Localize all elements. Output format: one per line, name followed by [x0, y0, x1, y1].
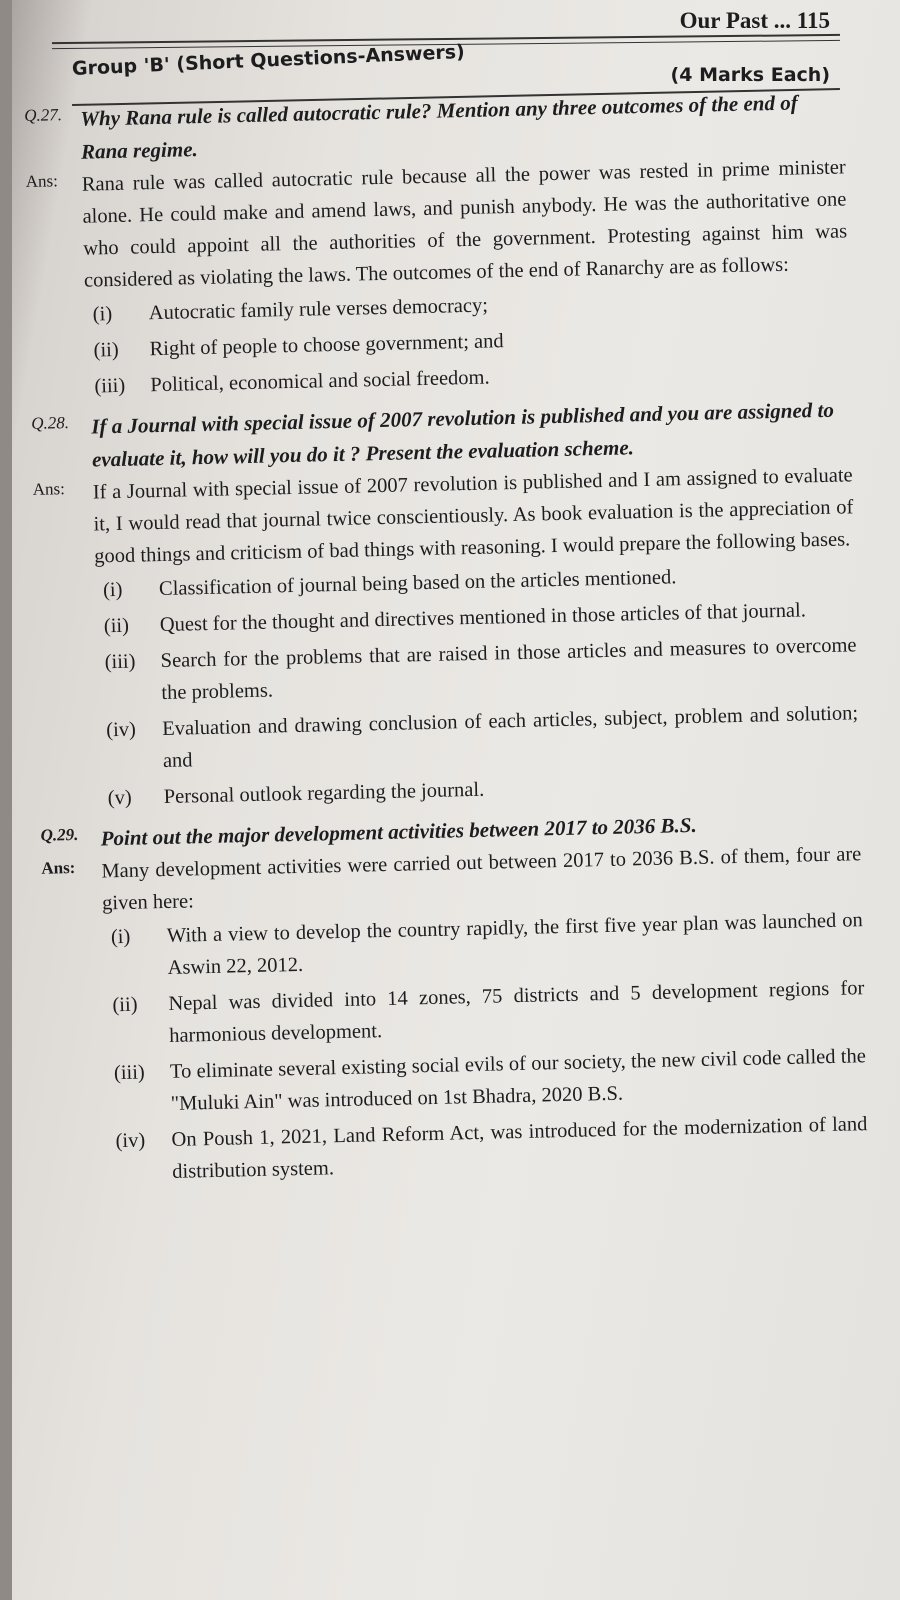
- answer-text: If a Journal with special issue of 2007 revolution is published and I am assigned to evaluate it, I would read that journal twice conscientiously. As book evaluation is the appreciation of good things and criticism of bad things with reasoning. I would prepare the following bases.: [92, 464, 854, 568]
- textbook-page: [12, 0, 900, 1600]
- marks-label: (4 Marks Each): [670, 64, 830, 86]
- point-number: (iii): [113, 1061, 146, 1085]
- point-number: (i): [92, 303, 113, 326]
- point-text: Quest for the thought and directives mentioned in those articles of that journal.: [159, 599, 807, 637]
- question-block: [24, 85, 851, 404]
- question-text: If a Journal with special issue of 2007 revolution is published and you are assigned to evaluate it, how will you do it ? Present the evaluation scheme.: [91, 397, 835, 472]
- point-text: Right of people to choose government; and: [149, 330, 504, 361]
- answer-point: [98, 697, 859, 778]
- answer-text: Rana rule was called autocratic rule because all the power was rested in prime minister alone. He could make and amend laws, and punish anybody. He was the authoritative one who could appoint all the authorities of the government. Protesting against him was considered as violating the laws. The outcomes of the end of Ranarchy are as follows:: [81, 156, 848, 292]
- answer-text: Many development activities were carried out between 2017 to 2036 B.S. of them, four are given here:: [101, 843, 862, 915]
- question-block: [40, 805, 868, 1191]
- page-header: Our Past ... 115: [679, 8, 830, 33]
- answer-points: [103, 904, 869, 1189]
- point-text: Classification of journal being based on the articles mentioned.: [158, 566, 677, 601]
- answer-points: [95, 557, 860, 814]
- question-block: [31, 393, 860, 815]
- question-number: Q.29.: [40, 824, 79, 845]
- question-number: Q.27.: [24, 105, 63, 125]
- point-text: Personal outlook regarding the journal.: [163, 778, 485, 809]
- qa-body: [24, 85, 869, 1198]
- question-text: Point out the major development activities between 2017 to 2036 B.S.: [100, 812, 697, 851]
- point-number: (ii): [112, 993, 138, 1017]
- point-number: (iv): [115, 1129, 146, 1153]
- group-heading: Group 'B' (Short Questions-Answers): [71, 40, 466, 80]
- question-number: Q.28.: [31, 413, 70, 433]
- question-text: Why Rana rule is called autocratic rule? Mention any three outcomes of the end of Rana regime.: [80, 90, 798, 164]
- point-text: Nepal was divided into 14 zones, 75 districts and 5 development regions for harmonious development.: [168, 977, 865, 1047]
- answer-point: [106, 1040, 867, 1121]
- point-text: Political, economical and social freedom.: [150, 366, 490, 397]
- point-text: Search for the problems that are raised in those articles and measures to overcome the problems.: [160, 634, 857, 705]
- answer-label: Ans:: [25, 171, 59, 191]
- point-number: (iii): [94, 374, 126, 398]
- point-number: (ii): [93, 338, 119, 362]
- point-number: (ii): [103, 614, 130, 638]
- answer-point: [107, 1108, 868, 1189]
- point-number: (i): [110, 925, 131, 949]
- point-number: (v): [107, 786, 132, 810]
- point-text: Evaluation and drawing conclusion of each articles, subject, problem and solution; and: [161, 702, 859, 773]
- point-text: With a view to develop the country rapidly, the first five year plan was launched on Aswin 22, 2012.: [166, 909, 863, 979]
- point-text: To eliminate several existing social evils of our society, the new civil code called the "Muluki Ain" was introduced on 1st Bhadra, 2020 B.S.: [169, 1045, 867, 1115]
- point-number: (iv): [105, 718, 137, 742]
- point-text: On Poush 1, 2021, Land Reform Act, was introduced for the modernization of land distribution system.: [171, 1113, 868, 1183]
- answer-label: Ans:: [41, 858, 76, 878]
- answer-label: Ans:: [32, 479, 66, 499]
- point-number: (i): [102, 578, 123, 602]
- point-text: Autocratic family rule verses democracy;: [148, 294, 489, 325]
- answer-point: [96, 629, 857, 710]
- answer-points: [84, 281, 850, 402]
- point-number: (iii): [104, 650, 136, 674]
- answer-point: [104, 972, 865, 1053]
